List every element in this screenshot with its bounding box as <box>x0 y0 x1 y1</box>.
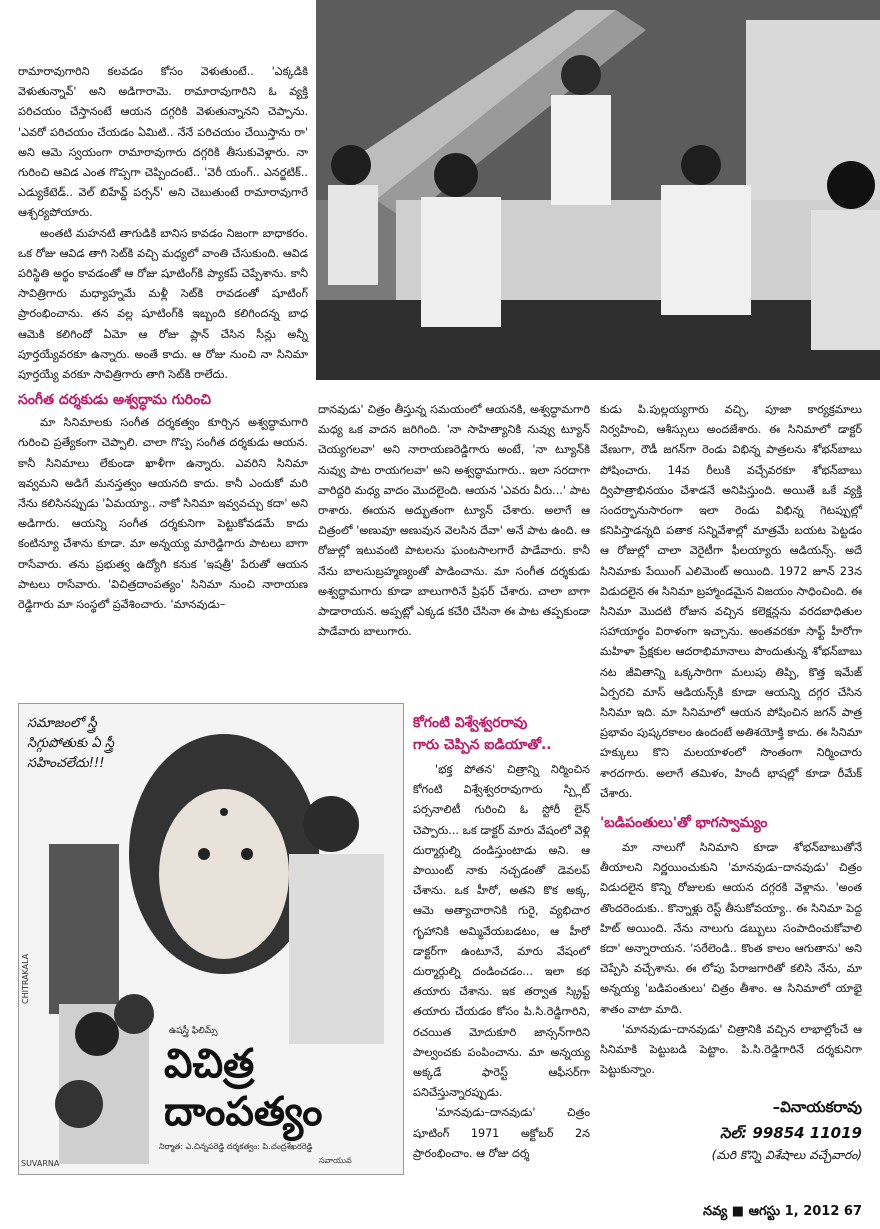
author-phone: సెల్: 99854 11019 <box>720 1124 862 1142</box>
column-2-lower <box>413 712 590 1164</box>
column-2 <box>318 400 590 642</box>
poster-note: సవాయువ <box>319 1156 352 1165</box>
poster-tagline: సమాజంలో స్త్రీ సిగ్గుపోతుకు ఏ స్త్రీ సహించలేదు!!! <box>27 716 114 771</box>
page-number: 67 <box>843 1204 862 1219</box>
poster-director-credit: నిర్మాత: ఎ.చిన్నపరెడ్డి దర్శకత్వం: పి.చంద్రశేఖరరెడ్డి <box>159 1142 313 1151</box>
poster-credit-left: CHITRAKALA <box>21 953 30 1004</box>
section-heading-line2: గారు చెప్పిన ఐడియాతో.. <box>413 737 552 753</box>
paragraph: మా సినిమాలకు సంగీత దర్శకత్వం కూర్చిన అశ్వద్ధామగారి గురించి ప్రత్యేకంగా చెప్పాలి. చాలా గొప్ప సంగీత దర్శకుడు ఆయన. కానీ సినిమాలు లేకుండా ఖాళీగా ఉన్నారు. ఎవరిని సినిమా ఇవ్వమని అడిగే మనస్తత్వం ఆయనది కాదు. కానీ ఎందుకో మరి నేను కలిసినప్పుడు 'ఏమయ్యా.. నాకో సినిమా ఇవ్వవచ్చు కదా' అని అడిగారు. ఆయన్ని సంగీత దర్శకునిగా పెట్టుకోవడమే కాదు కంటిన్యూ చేశాను కూడా. మా అన్నయ్య మారెడ్డిగారు పాటలు బాగా రాసేవారు. తను ప్రభుత్వ ఉద్యోగి కనుక 'ఇషత్రీ' పేరుతో ఆయన పాటలు రాసేవారు. 'విచిత్రదాంపత్యం' సినిమా నుంచి నారాయణ రెడ్డిగారు మా సంస్థలో ప్రవేశించారు. 'మానవుడు– <box>18 416 308 612</box>
paragraph: అంతటి మహనటి తాగుడికి బానిస కావడం నిజంగా బాధాకరం. ఒక రోజు ఆవిడ తాగి సెట్‌కి వచ్చి మధ్యలో వాంతి చేసుకుంది. ఆవిడ పరిస్థితి అర్థం కావడంతో ఆ రోజు షూటింగ్‌కి ప్యాకప్ చెప్పేశాను. కానీ సావిత్రిగారు మధ్యాహ్నమే మళ్లీ సెట్‌కి రావడంతో షూటింగ్ ప్రారంభించాను. తన వల్ల షూటింగ్‌కి ఇబ్బంది కలిగిందన్న బాధ ఆమెకి కలిగిందో ఏమో ఆ రోజు ప్లాన్ చేసిన సీన్లు అన్నీ పూర్తయ్యేవరకూ ఉన్నారు. అంతే కాదు. ఆ రోజు నుంచి నా సినిమా పూర్తయ్యే వరకూ సావిత్రిగారు తాగి సెట్‌కి రాలేదు. <box>18 226 308 382</box>
column-3 <box>600 400 862 1081</box>
paragraph: 'మానవుడు–దానవుడు' చిత్రం షూటింగ్ 1971 అక్టోబర్ 2న ప్రారంభించాం. ఆ రోజు దర్శ <box>413 1106 590 1160</box>
paragraph: 'భక్త పోతన' చిత్రాన్ని నిర్మించిన కోగంటి విశ్వేశ్వరరావుగారు స్ప్లిట్ పర్సనాలిటీ గురించి ఓ స్టోరీ లైన్ చెప్పారు... ఒక డాక్టర్ మారు వేషంలో వెళ్లి దుర్మార్గుల్ని దండిస్తుంటాడు అని. ఆ పాయింట్ నాకు నచ్చడంతో డెవలప్ చేశాను. ఒక హీరో, అతని కొక అక్క, ఆమె అత్యాచారానికి గురై, వ్యభిచార గృహానికి అమ్మివేయబడటం, ఆ హీరో డాక్టర్‌గా ఉంటూనే, మారు వేషంలో దుర్మార్గుల్ని దండించడం... ఇలా కథ తయారు చేశాను. ఇక తర్వాత స్క్రిప్ట్ తయారు చేయడం కోసం పి.సి.రెడ్డిగారిని, రచయిత మోదుకూరి జాన్సన్‌గారిని పాల్వంచకు పంపించాను. మా అన్నయ్య అక్కడే ఫారెస్ట్ ఆఫీసర్‌గా పనిచేస్తున్నారప్పుడు. <box>413 763 590 1100</box>
poster-title: విచిత్ర దాంపత్యం <box>164 1041 323 1135</box>
poster-credit-right: SUVARNA <box>21 1159 60 1168</box>
issue-date: ఆగస్టు 1, 2012 <box>748 1204 840 1219</box>
section-heading: 'బడిపంతులు'తో భాగస్వామ్యం <box>600 815 768 832</box>
movie-poster <box>18 703 404 1175</box>
author-name: –వినాయకరావు <box>772 1098 862 1116</box>
column-1 <box>18 62 308 615</box>
paragraph: మా నాలుగో సినిమాని కూడా శోభన్‌బాబుతోనే తీయాలని నిర్ణయించుకుని 'మానవుడు–దానవుడు' చిత్రం విడుదలైన కొన్ని రోజులకు ఆయన దగ్గరకి వెళ్లాను. 'అంత తొందరెందుకు.. కొన్నాళ్లు రెస్ట్ తీసుకోవయ్యా.. ఈ సినిమా పెద్ద హిట్ అయింది. నేను నాలుగు డబ్బులు సంపాదించుకోవాలి కదా' అన్నారాయన. 'సరేలెండి.. కొంత కాలం ఆగుతాను' అని చెప్పేసి వచ్చేశాను. ఈ లోపు పేరాజగారితో కలిసి నేను, మా అన్నయ్య 'బడిపంతులు' చిత్రం తీశాం. ఆ సినిమాలో యాభై శాతం వాటా మాది. <box>600 841 862 1016</box>
separator-icon: ■ <box>731 1204 745 1219</box>
section-heading: సంగీత దర్శకుడు అశ్వద్ధామ గురించి <box>18 392 211 409</box>
poster-banner: ఉషస్త్రీ ఫిలిమ్స్ <box>169 1026 218 1036</box>
film-set-photo-art <box>316 0 880 380</box>
section-heading-line1: కోగంటి విశ్వేశ్వరరావు <box>413 715 528 731</box>
film-set-photo <box>316 0 880 380</box>
page-footer <box>703 1204 862 1222</box>
photo-spacer <box>318 380 862 392</box>
paragraph: కుడు పి.పుల్లయ్యగారు వచ్చి, పూజా కార్యక్రమాలు నిర్వహించి, ఆశీస్సులు అందజేశారు. ఈ సినిమాలో డాక్టర్ వేణుగా, రౌడీ జగన్‌గా రెండు విభిన్న పాత్రలను శోభన్‌బాబు పోషించారు. 14వ రీలుకి వచ్చేవరకూ శోభన్‌బాబు ద్విపాత్రాభినయం చేశాడనే అనిపిస్తుంది. అయితే ఒకే వ్యక్తి సందర్భానుసారంగా ఇలా రెండు విభిన్న గెటప్పుల్లో కనిపిస్తాడన్నది పతాక సన్నివేశాల్లో మాత్రమే బయట పెట్టడం ఆ రోజుల్లో చాలా వెరైటీగా ఫీలయ్యారు ఆడియన్స్. అదే సినిమాకు పేయింగ్ ఎలిమెంట్ అయింది. 1972 జూన్ 23న విడుదలైన ఈ సినిమా బ్రహ్మాండమైన విజయం సాధించింది. ఈ సినిమా మొదటి రోజున వచ్చిన కలెక్షన్లను వరదబాధితుల సహాయార్థం విరాళంగా ఇచ్చాను. అంతవరకూ సాఫ్ట్ హీరోగా మహిళా ప్రేక్షకుల ఆదరాభిమానాలు పొందుతున్న శోభన్‌బాబు నట జీవితాన్ని ఒక్కసారిగా మలుపు తిప్పి, కొత్త ఇమేజ్ ఏర్పరచి మాస్ ఆడియన్స్‌కి కూడా ఆయన్ని దగ్గర చేసిన సినిమా ఇది. మా సినిమాలో ఆయన పోషించిన జగన్ పాత్ర ప్రభావం పుష్కరకాలం ఉందంటే అతిశయోక్తి కాదు. ఈ సినిమా హక్కులు కొని మలయాళంలో సొంతంగా నిర్మించారు శారదగారు. అలాగే తమిళం, హిందీ భాషల్లో కూడా రీమేక్ చేశారు. <box>600 403 862 800</box>
continued-note: (మరి కొన్ని విశేషాలు వచ్చేవారం) <box>711 1148 862 1162</box>
magazine-name: నవ్య <box>703 1204 728 1219</box>
paragraph: దానవుడు' చిత్రం తీస్తున్న సమయంలో ఆయనకి, అశ్వద్ధామగారి మధ్య ఒక వాదన జరిగింది. 'నా సాహిత్యానికి నువ్వు ట్యూన్ చెయ్యగలవా' అని నారాయణరెడ్డిగారు అంటే, 'నా ట్యూన్‌కి నువ్వు పాట రాయగలవా' అని అశ్వద్ధామగారు.. ఇలా సరదాగా వారిద్దరి మధ్య వాదం మొదలైంది. ఆయన 'ఎవరు వీరు...' పాట రాశారు. ఈయన అద్భుతంగా ట్యూన్ చేశారు. అలాగే ఆ చిత్రంలో 'అణువూ అణువున వెలసిన దేవా' అనే పాట ఉంది. ఆ రోజుల్లో ఇటువంటి పాటలను ఘంటసాలగారే పాడేవారు. కానీ నేను బాలసుబ్రహ్మణ్యంతో పాడించాను. మా సంగీత దర్శకుడు అశ్వద్ధామగారు కూడా బాలుగారినే ప్రిఫర్ చేశారు. చాలా బాగా పాడారాయన. అప్పట్లో ఎక్కడ కచేరి చేసినా ఈ పాట తప్పకుండా పాడేవారు బాలుగారు. <box>318 403 590 639</box>
paragraph: రామారావుగారిని కలవడం కోసం వెళుతుంటే.. 'ఎక్కడికి వెళుతున్నావ్' అని అడిగారామె. రామారావుగారిని ఓ వ్యక్తి పరిచయం చేస్తానంటే ఆయన దగ్గరికి వెళుతున్నానని చెప్పాను. 'ఎవరో పరిచయం చేయడం ఏమిటి.. నేనే పరిచయం చేయిస్తాను రా' అని ఆమె స్వయంగా రామారావుగారు దగ్గరికి తీసుకువెళ్లారు. నా గురించి ఆవిడ ఎంత గొప్పగా చెప్పిందంటే.. 'వెరీ యంగ్.. ఎనర్జటిక్.. ఎడ్యుకేటెడ్.. వెల్ బిహేవ్డ్ పర్సన్' అని చెబుతుంటే రామారావుగారే ఆశ్చర్యపోయారు. <box>18 65 308 220</box>
paragraph: 'మానవుడు–దానవుడు' చిత్రానికి వచ్చిన లాభాల్లోంచే ఆ సినిమాకి పెట్టుబడి పెట్టాం. పి.సి.రెడ్డిగారినే దర్శకునిగా పెట్టుకున్నాం. <box>600 1022 862 1077</box>
